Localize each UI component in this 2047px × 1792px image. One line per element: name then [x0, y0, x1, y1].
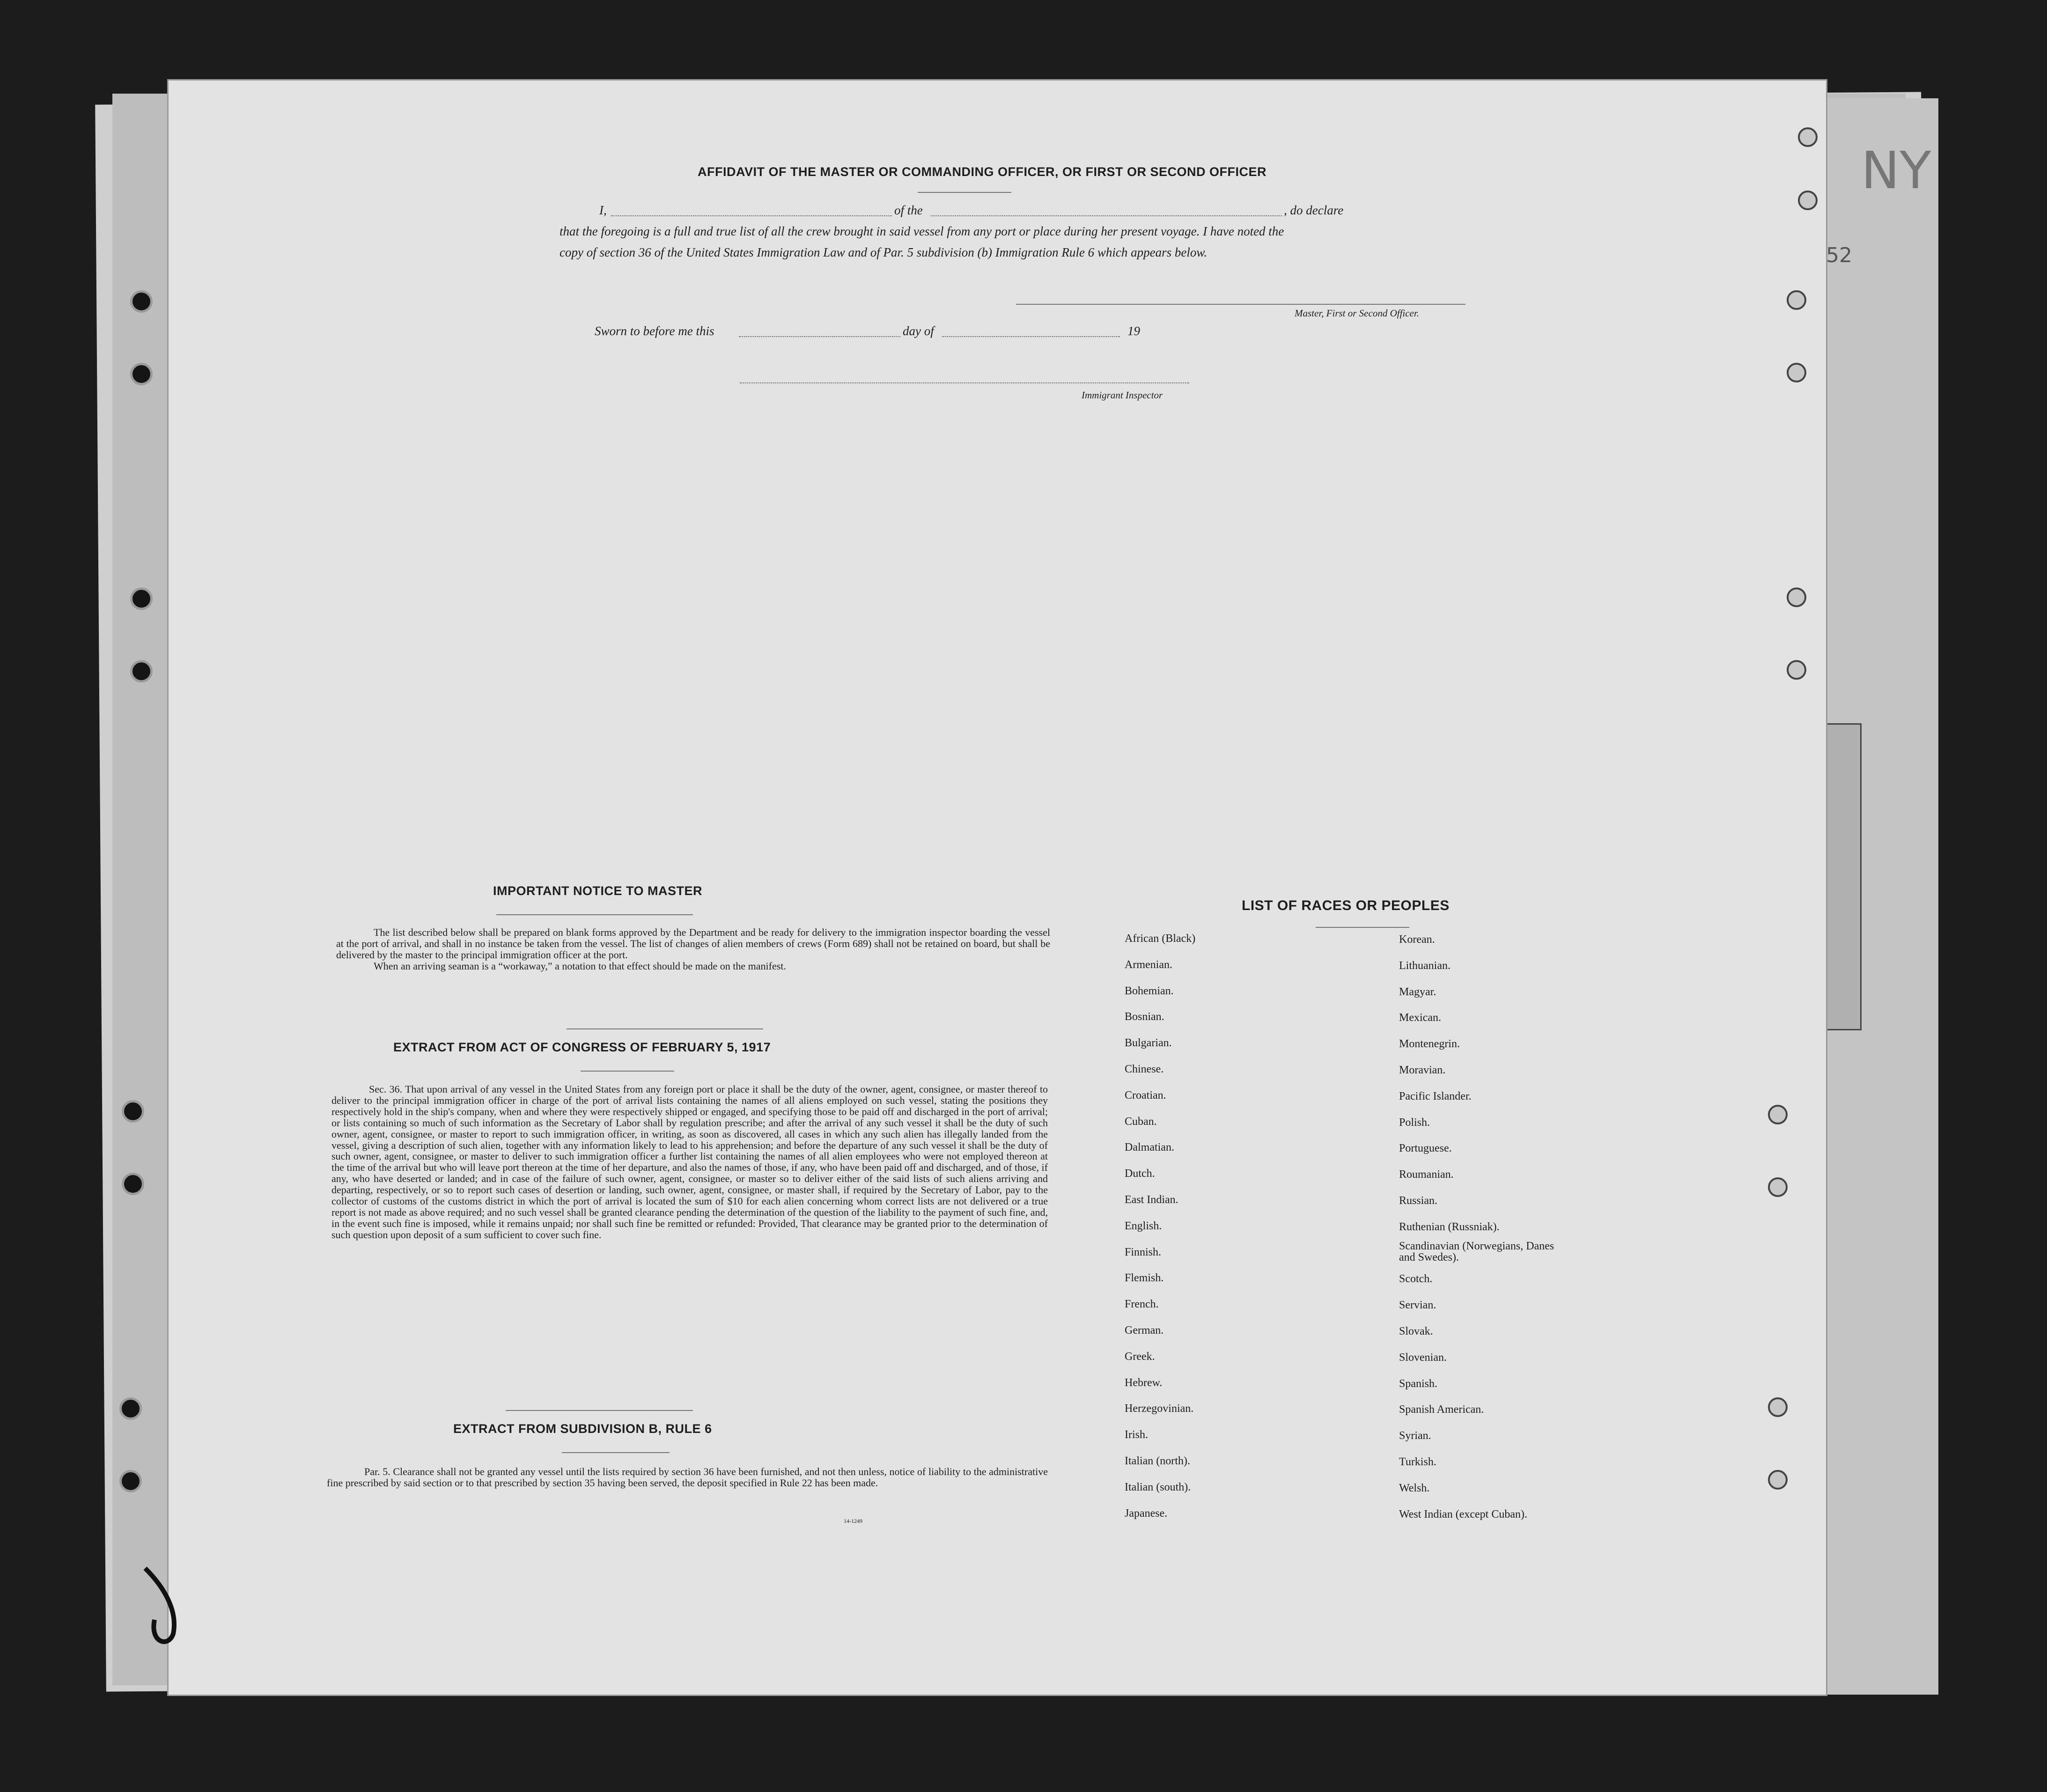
race-item: French. — [1125, 1298, 1159, 1311]
race-item: Ruthenian (Russniak). — [1399, 1220, 1500, 1233]
race-item: Flemish. — [1125, 1272, 1164, 1285]
race-item: Syrian. — [1399, 1430, 1431, 1442]
affidavit-title: AFFIDAVIT OF THE MASTER OR COMMANDING OFFICER, OR FIRST OR SECOND OFFICER — [698, 165, 1266, 179]
divider — [918, 192, 1011, 193]
races-title: LIST OF RACES OR PEOPLES — [1242, 898, 1450, 913]
handwritten-mark — [136, 1559, 192, 1652]
race-item: Polish. — [1399, 1116, 1430, 1129]
divider — [562, 1452, 670, 1453]
punch-hole — [1787, 660, 1806, 680]
race-item: Dutch. — [1125, 1168, 1155, 1180]
race-item: Turkish. — [1399, 1456, 1436, 1468]
page-number-mark: 52 — [1826, 243, 1852, 267]
race-item: Scotch. — [1399, 1273, 1433, 1285]
notice-paragraphs — [336, 927, 1050, 972]
punch-hole — [1798, 191, 1818, 210]
race-item: Armenian. — [1125, 958, 1172, 971]
extract-act-body: Sec. 36. That upon arrival of any vessel in the United States from any foreign port or place it shall be the duty of the owner, agent, consignee, or master thereof to deliver to the principal immigration officer in charge of the port of arrival lists containing the names of all aliens employed on such vessel, stating the positions they respectively hold in the ship's company, when and where they were respectively shipped or engaged, and specifying those to be paid off and discharged in the port of arrival; or lists containing so much of such information as the Secretary of Labor shall by regulation prescribe; and after the arrival of any such vessel it shall be the duty of such owner, agent, consignee, or master to report to such immigration officer, in writing, as soon as discovered, all cases in which any such alien has illegally landed from the vessel, giving a description of such alien, together with any information likely to lead to his apprehension; and before the departure of any such vessel it shall be the duty of such owner, agent, consignee, or master to deliver to such immigration officer a further list containing the names of all alien employees who were not employed thereon at the time of the arrival but who will leave port thereon at the time of her departure, and also the names of those, if any, who have been paid off and discharged, and of those, if any, who have deserted or landed; and in case of the failure of such owner, agent, consignee, or master so to deliver either of the said lists of such aliens arriving and departing, respectively, or so to report such cases of desertion or landing, such owner, agent, consignee, or master shall, if required by the Secretary of Labor, pay to the collector of customs of the customs district in which the port of arrival is located the sum of $10 for each alien concerning whom correct lists are not delivered or a true report is not made as above required; and no such vessel shall be granted clearance pending the determination of the question of the liability to the payment of such fine, and, in the event such fine is imposed, while it remains unpaid; nor shall such fine be remitted or refunded: Provided, That clearance may be granted prior to the determination of such question upon deposit of a sum sufficient to cover such fine. — [331, 1083, 1048, 1241]
extract-rule-body-wrap — [327, 1466, 1048, 1489]
inspector-signature-line — [740, 382, 1189, 383]
sworn-month-blank — [942, 336, 1120, 337]
race-item: German. — [1125, 1324, 1164, 1337]
race-item: Moravian. — [1399, 1064, 1446, 1076]
affidavit-i-label: I, — [599, 203, 607, 217]
punch-hole — [1787, 290, 1806, 310]
race-item: English. — [1125, 1219, 1162, 1232]
master-signature-line — [1016, 304, 1465, 305]
race-item: Greek. — [1125, 1350, 1155, 1363]
race-item: Hebrew. — [1125, 1376, 1163, 1389]
race-item: Chinese. — [1125, 1063, 1164, 1075]
race-item: Croatian. — [1125, 1089, 1166, 1102]
notice-title: IMPORTANT NOTICE TO MASTER — [493, 884, 702, 898]
affidavit-line-2: that the foregoing is a full and true list of all the crew brought in said vessel from any port or place during her present voyage. I have noted the — [560, 224, 1284, 238]
punch-hole — [130, 588, 153, 610]
sworn-prefix: Sworn to before me this — [595, 324, 714, 338]
divider — [581, 1071, 674, 1072]
handwritten-ny-mark: NY — [1861, 140, 1931, 200]
punch-hole — [122, 1100, 144, 1123]
race-item: Korean. — [1399, 933, 1435, 946]
background-form-stub — [1821, 723, 1862, 1030]
punch-hole — [130, 660, 153, 683]
affidavit-line-3: copy of section 36 of the United States Immigration Law and of Par. 5 subdivision (b) Immigration Rule 6 which appears below. — [560, 245, 1208, 259]
manifest-back-page — [169, 81, 1826, 1695]
inspector-signature-caption: Immigrant Inspector — [1082, 389, 1163, 401]
extract-act-title: EXTRACT FROM ACT OF CONGRESS OF FEBRUARY 5, 1917 — [393, 1040, 771, 1054]
race-item: Portuguese. — [1399, 1142, 1452, 1155]
race-item: Magyar. — [1399, 985, 1436, 998]
race-item: Spanish American. — [1399, 1403, 1484, 1416]
race-item: African (Black) — [1125, 933, 1196, 945]
race-item: Montenegrin. — [1399, 1038, 1460, 1050]
punch-hole — [1768, 1177, 1788, 1197]
sworn-day-of-label: day of — [903, 324, 934, 338]
race-item: Scandinavian (Norwegians, Danes and Swedes). — [1399, 1240, 1554, 1263]
race-item: West Indian (except Cuban). — [1399, 1508, 1527, 1520]
race-item: Irish. — [1125, 1429, 1148, 1441]
punch-hole — [1798, 127, 1818, 147]
race-item: Slovenian. — [1399, 1351, 1447, 1364]
divider — [506, 1410, 693, 1411]
race-item: Spanish. — [1399, 1377, 1438, 1390]
race-item: Welsh. — [1399, 1482, 1430, 1494]
notice-paragraph-2: When an arriving seaman is a “workaway,” a notation to that effect should be made on the manifest. — [374, 960, 786, 972]
extract-act-body-wrap — [331, 1084, 1048, 1241]
divider — [567, 1028, 763, 1029]
extract-rule-title: EXTRACT FROM SUBDIVISION B, RULE 6 — [453, 1422, 712, 1436]
race-item: Servian. — [1399, 1299, 1436, 1312]
race-item: Slovak. — [1399, 1325, 1433, 1337]
race-item: Mexican. — [1399, 1012, 1441, 1024]
race-item: Lithuanian. — [1399, 959, 1451, 972]
race-item: Finnish. — [1125, 1246, 1162, 1258]
race-item: Japanese. — [1125, 1507, 1168, 1520]
extract-rule-body: Par. 5. Clearance shall not be granted any vessel until the lists required by section 36 have been furnished, and not then unless, notice of liability to the administrative fine prescribed by said section or to that prescribed by section 35 having been served, the deposit specified in Rule 22 has been made. — [327, 1466, 1048, 1489]
race-item: Russian. — [1399, 1195, 1438, 1207]
notice-paragraph-1: The list described below shall be prepared on blank forms approved by the Department and be ready for delivery to the immigration inspector boarding the vessel at the port of arrival, and shall in no instance be taken from the vessel. The list of changes of alien members of crews (Form 689) shall not be retained on board, but shall be delivered by the master to the principal immigration officer at the port. — [336, 926, 1050, 961]
form-number: 14-1249 — [844, 1518, 862, 1524]
punch-hole — [1768, 1397, 1788, 1417]
punch-hole — [119, 1397, 142, 1420]
race-item: Italian (north). — [1125, 1455, 1190, 1467]
race-item: Bulgarian. — [1125, 1037, 1172, 1050]
punch-hole — [1787, 363, 1806, 382]
name-blank-line — [611, 215, 892, 216]
punch-hole — [1787, 588, 1806, 607]
divider — [1316, 927, 1409, 928]
punch-hole — [122, 1173, 144, 1195]
punch-hole — [130, 290, 153, 313]
punch-hole — [130, 363, 153, 385]
race-item: Bohemian. — [1125, 984, 1174, 997]
sworn-day-blank — [739, 336, 900, 337]
race-item: Bosnian. — [1125, 1011, 1164, 1023]
race-item: East Indian. — [1125, 1194, 1178, 1206]
race-item: Cuban. — [1125, 1115, 1157, 1128]
sworn-year-label: 19 — [1127, 324, 1140, 338]
race-item: Pacific Islander. — [1399, 1090, 1472, 1102]
vessel-blank-line — [931, 215, 1282, 216]
punch-hole — [1768, 1470, 1788, 1490]
affidavit-declare-label: , do declare — [1284, 203, 1344, 217]
race-item: Roumanian. — [1399, 1168, 1454, 1181]
punch-hole — [1768, 1105, 1788, 1124]
race-item: Herzegovinian. — [1125, 1403, 1194, 1415]
race-item: Dalmatian. — [1125, 1141, 1174, 1154]
master-signature-caption: Master, First or Second Officer. — [1295, 308, 1419, 319]
divider — [496, 914, 693, 915]
race-item: Italian (south). — [1125, 1481, 1191, 1493]
punch-hole — [119, 1470, 142, 1492]
affidavit-of-the-label: of the — [894, 203, 923, 217]
